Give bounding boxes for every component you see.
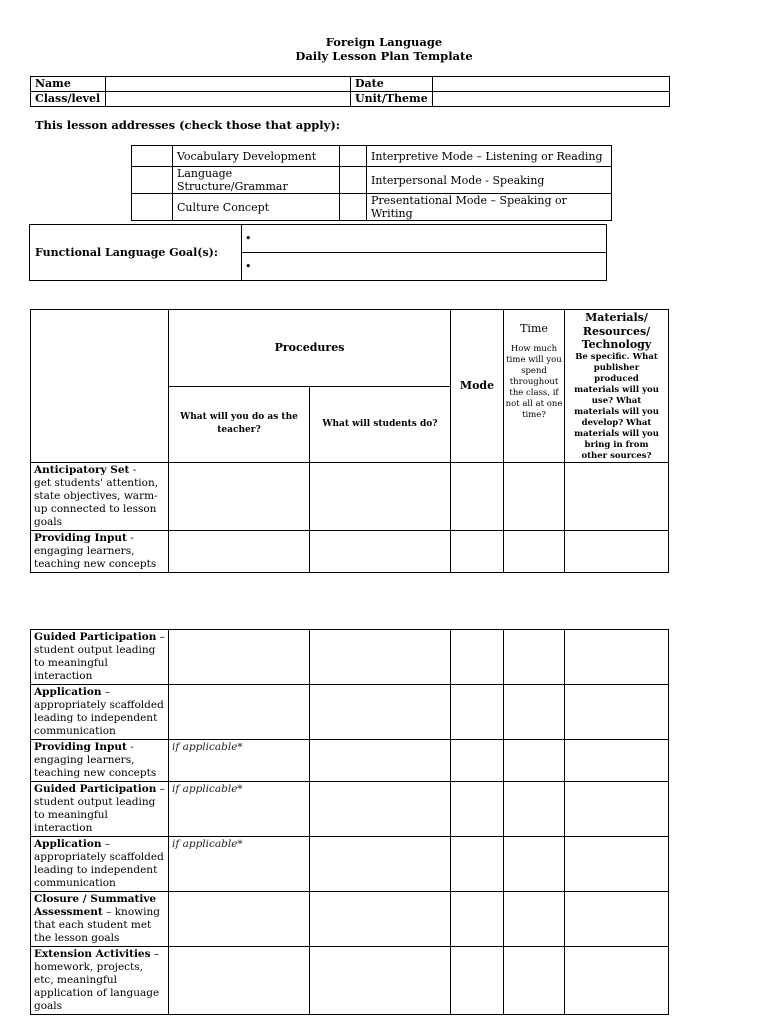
row-sep: –: [102, 906, 112, 918]
class-field[interactable]: [106, 92, 351, 107]
students-cell[interactable]: [310, 740, 451, 782]
goal-label: Functional Language Goal(s):: [30, 225, 242, 281]
row-label-guided-participation: [31, 630, 169, 685]
time-cell[interactable]: [504, 947, 565, 1015]
table-row: [31, 530, 669, 572]
row-label-extension-activities: [31, 947, 169, 1015]
table-row: [31, 462, 669, 530]
row-title: Application: [34, 838, 102, 850]
checkbox-interpersonal[interactable]: [340, 167, 367, 194]
row-sep: –: [156, 631, 165, 643]
name-label: Name: [31, 77, 106, 92]
row-sep: –: [156, 783, 165, 795]
materials-cell[interactable]: [565, 530, 669, 572]
row-label-providing-input: [31, 530, 169, 572]
materials-cell[interactable]: [565, 892, 669, 947]
row-label-application: [31, 837, 169, 892]
row-desc: homework, projects, etc, meaningful application of language goals: [34, 961, 160, 1012]
row-title: Guided Participation: [34, 631, 157, 643]
table-row: [31, 740, 669, 782]
checklist-table: [131, 145, 612, 221]
table-row: [31, 685, 669, 740]
row-sep: -: [126, 531, 134, 544]
students-question-header: What will students do?: [310, 386, 451, 462]
row-title: Extension Activities: [34, 948, 151, 960]
row-sep: -: [129, 463, 137, 476]
teacher-cell[interactable]: if applicable*: [169, 740, 310, 782]
goal-table: [29, 224, 607, 281]
row-sep: –: [101, 838, 111, 850]
students-cell[interactable]: [310, 462, 451, 530]
materials-cell[interactable]: [565, 740, 669, 782]
teacher-cell[interactable]: if applicable*: [169, 837, 310, 892]
date-label: Date: [351, 77, 433, 92]
row-desc: appropriately scaffolded leading to independent communication: [34, 699, 164, 737]
teacher-cell[interactable]: [169, 947, 310, 1015]
mode-cell[interactable]: [451, 782, 504, 837]
teacher-cell[interactable]: [169, 530, 310, 572]
check-label-culture: Culture Concept: [173, 194, 340, 221]
date-field[interactable]: [432, 77, 669, 92]
row-desc: engaging learners, teaching new concepts: [34, 544, 157, 570]
table-row: [31, 782, 669, 837]
materials-cell[interactable]: [565, 685, 669, 740]
row-label-application: [31, 685, 169, 740]
procedures-header: Procedures: [169, 310, 451, 387]
row-title: Closure / Summative Assessment: [34, 893, 157, 918]
checkbox-interpretive[interactable]: [340, 146, 367, 167]
row-sep: -: [126, 741, 134, 753]
teacher-cell[interactable]: if applicable*: [169, 782, 310, 837]
students-cell[interactable]: [310, 837, 451, 892]
mode-header: Mode: [451, 310, 504, 463]
checkbox-culture[interactable]: [132, 194, 173, 221]
materials-question: Be specific. What publisher produced materials will you use? What materials will you develop? What materials will you bring in from other sources?: [574, 351, 659, 461]
mode-cell[interactable]: [451, 462, 504, 530]
teacher-cell[interactable]: [169, 892, 310, 947]
materials-cell[interactable]: [565, 630, 669, 685]
row-label-guided-participation: [31, 782, 169, 837]
teacher-cell[interactable]: [169, 685, 310, 740]
students-cell[interactable]: [310, 892, 451, 947]
checkbox-grammar[interactable]: [132, 167, 173, 194]
time-cell[interactable]: [504, 740, 565, 782]
check-label-presentational: Presentational Mode – Speaking or Writing: [367, 194, 612, 221]
teacher-cell[interactable]: [169, 462, 310, 530]
class-label: Class/level: [31, 92, 106, 107]
row-desc: student output leading to meaningful interaction: [34, 644, 156, 682]
mode-cell[interactable]: [451, 630, 504, 685]
mode-cell[interactable]: [451, 947, 504, 1015]
document-title-line2: Daily Lesson Plan Template: [295, 49, 473, 63]
unit-field[interactable]: [432, 92, 669, 107]
row-sep: –: [150, 948, 160, 960]
mode-cell[interactable]: [451, 740, 504, 782]
students-cell[interactable]: [310, 685, 451, 740]
mode-cell[interactable]: [451, 685, 504, 740]
checkbox-presentational[interactable]: [340, 194, 367, 221]
document-title-line1: Foreign Language: [325, 35, 443, 49]
row-desc: appropriately scaffolded leading to independent communication: [34, 851, 164, 889]
row-desc: knowing that each student met the lesson goals: [34, 906, 160, 944]
time-title: Time: [520, 322, 548, 335]
plan-corner-cell: [31, 310, 169, 463]
unit-label: Unit/Theme: [351, 92, 433, 107]
materials-cell[interactable]: [565, 782, 669, 837]
row-desc: student output leading to meaningful interaction: [34, 796, 156, 834]
row-sep: –: [101, 686, 111, 698]
row-label-closure: [31, 892, 169, 947]
row-title: Anticipatory Set: [34, 463, 130, 476]
check-label-vocabulary: Vocabulary Development: [173, 146, 340, 167]
time-header: [504, 310, 565, 463]
materials-header: [565, 310, 669, 463]
mode-cell[interactable]: [451, 530, 504, 572]
row-desc: engaging learners, teaching new concepts: [34, 754, 157, 779]
check-label-interpretive: Interpretive Mode – Listening or Reading: [367, 146, 612, 167]
time-cell[interactable]: [504, 782, 565, 837]
row-label-providing-input: [31, 740, 169, 782]
materials-cell[interactable]: [565, 947, 669, 1015]
checkbox-vocabulary[interactable]: [132, 146, 173, 167]
students-cell[interactable]: [310, 947, 451, 1015]
materials-cell[interactable]: [565, 462, 669, 530]
addresses-label: This lesson addresses (check those that apply):: [35, 118, 341, 132]
time-cell[interactable]: [504, 530, 565, 572]
materials-title: Materials/ Resources/ Technology: [581, 311, 652, 351]
time-cell[interactable]: [504, 685, 565, 740]
teacher-question-header: What will you do as the teacher?: [169, 386, 310, 462]
time-cell[interactable]: [504, 462, 565, 530]
table-row: [31, 947, 669, 1015]
students-cell[interactable]: [310, 630, 451, 685]
time-question: How much time will you spend throughout the class, if not all at one time?: [505, 344, 563, 420]
table-row: [31, 630, 669, 685]
check-label-grammar: Language Structure/Grammar: [173, 167, 340, 194]
mode-cell[interactable]: [451, 892, 504, 947]
row-label-anticipatory-set: [31, 462, 169, 530]
teacher-cell[interactable]: [169, 630, 310, 685]
info-table: [30, 76, 670, 107]
mode-cell[interactable]: [451, 837, 504, 892]
check-label-interpersonal: Interpersonal Mode - Speaking: [367, 167, 612, 194]
time-cell[interactable]: [504, 630, 565, 685]
table-row: [31, 837, 669, 892]
students-cell[interactable]: [310, 782, 451, 837]
row-title: Application: [34, 686, 102, 698]
name-field[interactable]: [106, 77, 351, 92]
row-desc: get students' attention, state objectives, warm-up connected to lesson goals: [34, 476, 159, 528]
plan-table-top: [30, 309, 669, 573]
row-title: Guided Participation: [34, 783, 157, 795]
plan-table-bottom: [30, 629, 669, 1015]
goal-bullet-1[interactable]: •: [242, 225, 607, 253]
goal-bullet-2[interactable]: •: [242, 253, 607, 281]
students-cell[interactable]: [310, 530, 451, 572]
row-title: Providing Input: [34, 741, 127, 753]
materials-cell[interactable]: [565, 837, 669, 892]
time-cell[interactable]: [504, 837, 565, 892]
row-title: Providing Input: [34, 531, 127, 544]
time-cell[interactable]: [504, 892, 565, 947]
table-row: [31, 892, 669, 947]
